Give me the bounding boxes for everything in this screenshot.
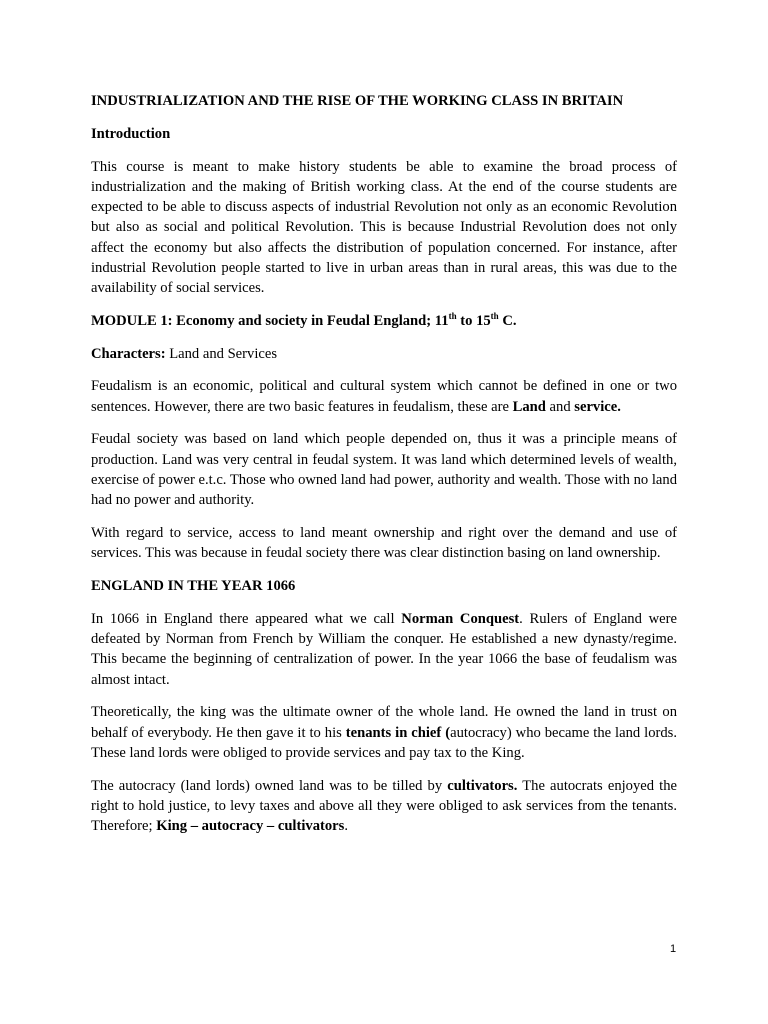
england-1066-heading: ENGLAND IN THE YEAR 1066 bbox=[91, 577, 296, 594]
autocracy-bold-cultivators: cultivators. bbox=[447, 777, 518, 794]
autocracy-pre: The autocracy (land lords) owned land was to be tilled by bbox=[91, 777, 448, 794]
king-post: autocracy) who became the land lords. These land lords were obliged to provide services and pay tax to the King. bbox=[91, 724, 677, 761]
module-1-superscript-2: th bbox=[490, 311, 499, 322]
autocracy-end: . bbox=[344, 818, 348, 835]
norman-bold: Norman Conquest bbox=[401, 610, 520, 627]
module-1-heading-prefix: MODULE 1: Economy and society in Feudal England; 11 bbox=[91, 313, 449, 330]
page-number: 1 bbox=[670, 943, 677, 955]
autocracy-bold-hierarchy: King – autocracy – cultivators bbox=[156, 818, 345, 835]
feudalism-and: and bbox=[545, 398, 575, 415]
characters-label: Characters: bbox=[91, 345, 166, 362]
document-title: INDUSTRIALIZATION AND THE RISE OF THE WORKING CLASS IN BRITAIN bbox=[91, 93, 624, 109]
document-page bbox=[91, 91, 677, 849]
king-pre: Theoretically, the king was the ultimate owner of the whole land. He owned the land in trust on behalf of everybody. He then gave it to his bbox=[91, 704, 677, 741]
king-bold: tenants in chief ( bbox=[345, 724, 451, 741]
feudalism-text: Feudalism is an economic, political and cultural system which cannot be defined in one or two sentences. However, there are two basic features in feudalism, these are bbox=[91, 378, 677, 415]
feudal-society-paragraph: Feudal society was based on land which people depended on, thus it was a principle means of production. Land was very central in feudal system. It was land which determined levels of wealth, exercise of power e.t.c. Those who owned land had power, authority and wealth. Those with no land had no power and authority. bbox=[91, 431, 677, 509]
norman-post: . Rulers of England were defeated by Norman from French by William the conquer. He established a new dynasty/regime. This became the beginning of centralization of power. In the year 1066 the base of feudalism was almost intact. bbox=[91, 610, 677, 688]
king-paragraph bbox=[91, 702, 677, 763]
characters-line bbox=[91, 344, 677, 364]
module-1-superscript-1: th bbox=[448, 311, 457, 322]
introduction-heading: Introduction bbox=[91, 125, 171, 142]
norman-conquest-paragraph bbox=[91, 609, 677, 690]
introduction-paragraph: This course is meant to make history students be able to examine the broad process of industrialization and the making of British working class. At the end of the course students are expected to be able to discuss aspects of industrial Revolution not only as an economic Revolution but also as social and political Revolution. This is because Industrial Revolution does not only affect the economy but also affects the distribution of population concerned. For instance, after industrial Revolution people started to live in urban areas than in rural areas, this was due to the availability of social services. bbox=[91, 158, 677, 297]
norman-pre: In 1066 in England there appeared what we call bbox=[91, 610, 402, 627]
autocracy-mid: The autocrats enjoyed the right to hold justice, to levy taxes and above all they were obliged to ask services from the tenants. Therefore; bbox=[91, 777, 677, 835]
module-1-heading-mid: to 15 bbox=[456, 313, 491, 330]
module-1-heading-suffix: C. bbox=[498, 313, 517, 330]
feudalism-bold-service: service. bbox=[574, 398, 621, 415]
service-paragraph: With regard to service, access to land meant ownership and right over the demand and use of services. This was because in feudal society there was clear distinction basing on land ownership. bbox=[91, 524, 677, 562]
module-1-heading bbox=[91, 311, 677, 331]
feudalism-paragraph bbox=[91, 376, 677, 417]
characters-text: Land and Services bbox=[165, 345, 278, 362]
autocracy-paragraph bbox=[91, 776, 677, 837]
feudalism-bold-land: Land bbox=[512, 398, 546, 415]
